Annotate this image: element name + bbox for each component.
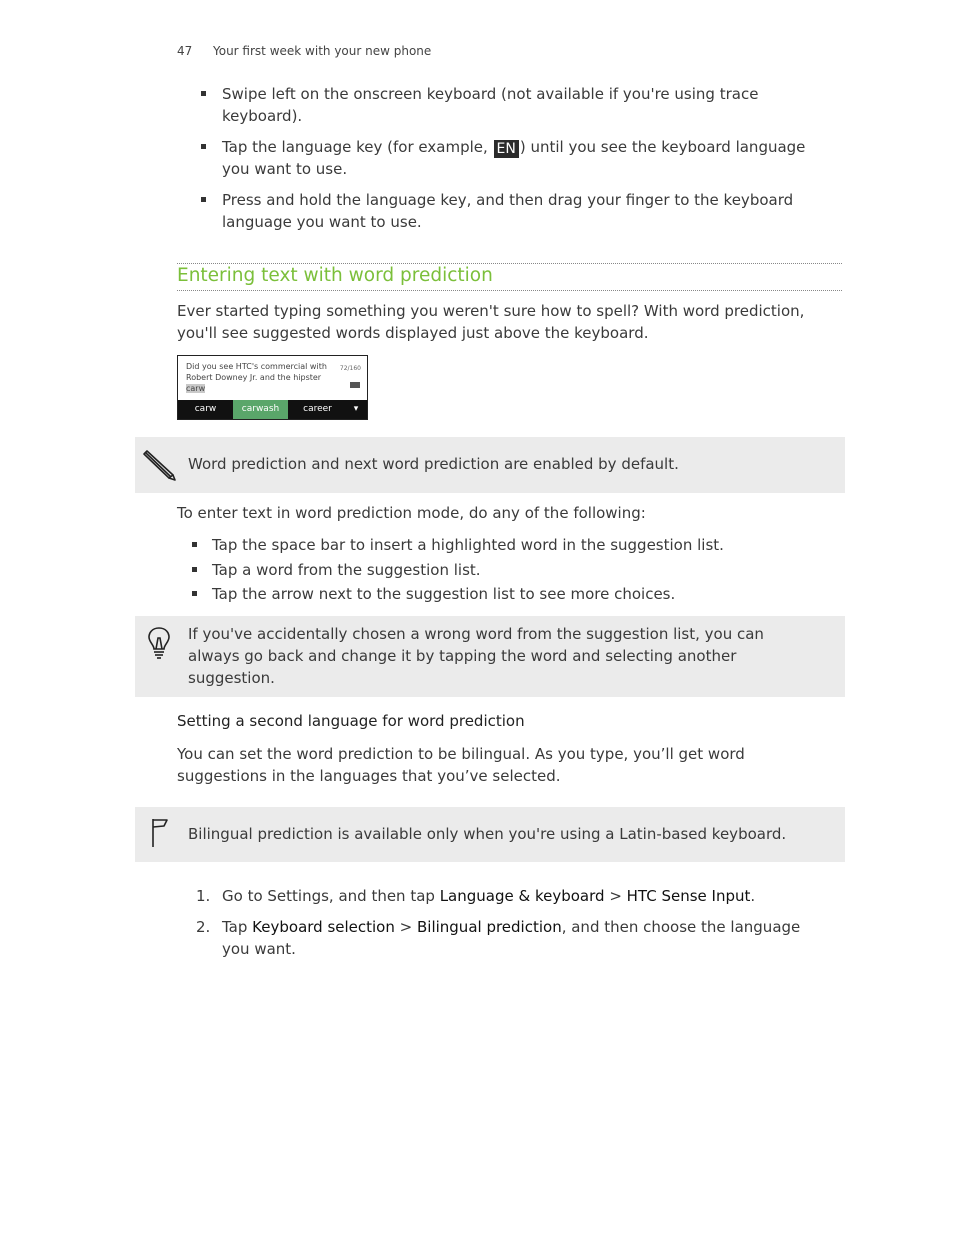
word-prediction-screenshot xyxy=(177,355,368,420)
screenshot-typed-word: carw xyxy=(186,384,206,393)
page-number: 47 xyxy=(177,44,193,58)
step-text: Go to Settings, and then tap Language & keyboard > HTC Sense Input. xyxy=(222,887,756,905)
note-text: Bilingual prediction is available only when you're using a Latin-based keyboard. xyxy=(188,825,787,843)
bullet-marker xyxy=(201,144,206,149)
instruction-lead: To enter text in word prediction mode, do any of the following: xyxy=(177,504,646,522)
bullet-item: Tap the language key (for example, EN ) until you see the keyboard language you want to use. xyxy=(222,138,806,178)
bullet-item: Swipe left on the onscreen keyboard (not available if you're using trace keyboard). xyxy=(222,85,759,125)
ui-term: Keyboard selection xyxy=(252,918,395,936)
bullet-marker xyxy=(192,567,197,572)
note-text: Word prediction and next word prediction are enabled by default. xyxy=(188,455,679,473)
bullet-marker xyxy=(192,542,197,547)
section-rule-bottom xyxy=(177,290,842,291)
flag-icon xyxy=(149,817,171,849)
suggestion-item: career xyxy=(303,404,332,414)
step-text: Tap Keyboard selection > Bilingual prediction, and then choose the language you want. xyxy=(222,918,801,958)
more-suggestions-arrow-icon: ▾ xyxy=(353,404,359,414)
bullet-item: Tap the arrow next to the suggestion list to see more choices. xyxy=(212,585,676,603)
section-intro: Ever started typing something you weren't sure how to spell? With word prediction, you'll see suggested words displayed just above the keyboard. xyxy=(177,302,805,342)
subsection-title: Setting a second language for word prediction xyxy=(177,712,525,730)
bullet-item: Press and hold the language key, and then drag your finger to the keyboard language you want to use. xyxy=(222,191,794,231)
ui-term: Bilingual prediction xyxy=(416,918,562,936)
speech-bubble-icon xyxy=(350,382,360,388)
ui-term: Language & keyboard xyxy=(439,887,605,905)
suggestion-item-highlighted: carwash xyxy=(233,400,288,419)
chapter-title: Your first week with your new phone xyxy=(213,44,432,58)
subsection-intro: You can set the word prediction to be bilingual. As you type, you’ll get word suggestions in the languages that you’ve selected. xyxy=(177,745,745,785)
char-counter: 72/160 xyxy=(339,365,361,372)
step-number: 1. xyxy=(196,887,211,905)
page-header xyxy=(177,44,431,58)
bullet-item: Tap the space bar to insert a highlighted word in the suggestion list. xyxy=(212,536,724,554)
pencil-icon xyxy=(143,447,177,481)
ui-term: HTC Sense Input xyxy=(626,887,751,905)
bullet-item: Tap a word from the suggestion list. xyxy=(212,561,481,579)
bullet-marker xyxy=(201,91,206,96)
screenshot-text-line: Did you see HTC's commercial with xyxy=(186,362,327,371)
language-key-icon: EN xyxy=(494,140,519,158)
section-rule-top xyxy=(177,263,842,264)
tip-text: If you've accidentally chosen a wrong word from the suggestion list, you can always go back and change it by tapping the word and selecting another suggestion. xyxy=(188,625,764,687)
step-number: 2. xyxy=(196,918,211,936)
section-title: Entering text with word prediction xyxy=(177,265,493,286)
suggestion-bar xyxy=(178,400,367,419)
bullet-marker xyxy=(192,591,197,596)
suggestion-item: carw xyxy=(194,404,217,414)
bullet-marker xyxy=(201,197,206,202)
lightbulb-icon xyxy=(147,626,171,660)
screenshot-text-line: Robert Downey Jr. and the hipster xyxy=(186,373,322,382)
